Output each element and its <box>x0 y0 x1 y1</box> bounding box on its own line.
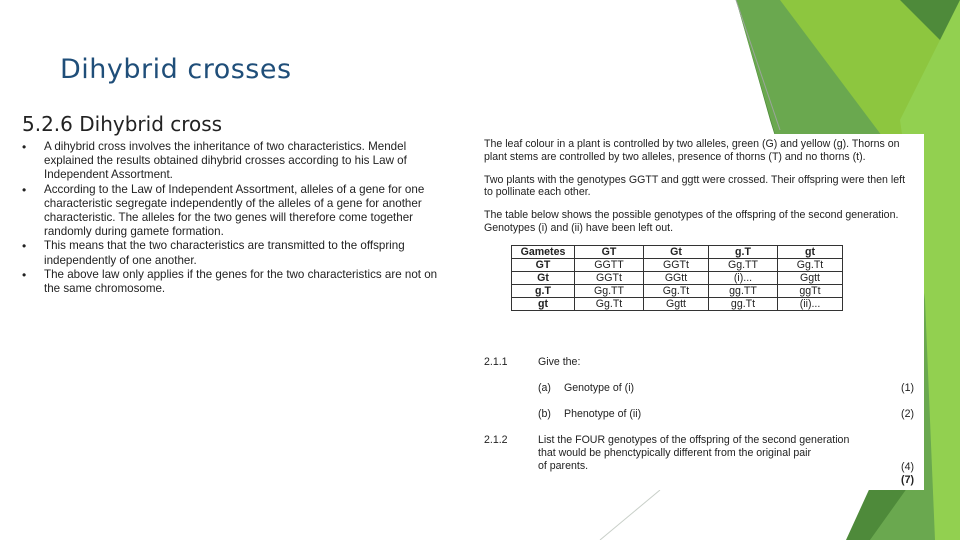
table-cell: GGTT <box>575 258 644 271</box>
question-2-1-1 <box>484 356 914 370</box>
table-cell: Ggtt <box>644 297 709 310</box>
question-intro: The leaf colour in a plant is controlled by two alleles, green (G) and yellow (g). Thorns on plant stems are controlled by two alleles, presence of thorns (T) and no thorns (t). <box>484 138 900 163</box>
table-header: Gt <box>644 245 709 258</box>
question-panel <box>474 134 924 490</box>
table-header: GT <box>575 245 644 258</box>
table-cell: (ii)... <box>778 297 843 310</box>
bullet-item: • This means that the two characteristics are transmitted to the offspring independently of one another. <box>20 239 440 267</box>
table-row <box>512 258 843 271</box>
table-cell: Gg.Tt <box>575 297 644 310</box>
thin-divider-line <box>600 490 660 540</box>
table-header: g.T <box>709 245 778 258</box>
part-text: Genotype of (i) <box>564 382 635 394</box>
question-text-line: that would be phenctypically different from the original pair <box>538 447 812 459</box>
slide-title: Dihybrid crosses <box>60 54 292 85</box>
question-part-a <box>484 382 914 396</box>
table-cell: Gg.TT <box>575 284 644 297</box>
table-cell: GGtt <box>644 271 709 284</box>
part-label: (a) <box>538 382 551 394</box>
question-2-1-2 <box>484 434 914 490</box>
bullet-item: • According to the Law of Independent Assortment, alleles of a gene for one characteristic segregate independently of the alleles of a gene for another characteristic. The alleles for the two genes will therefore come together randomly during gamete formation. <box>20 183 440 240</box>
bullet-item: • The above law only applies if the genes for the two characteristics are not on the same chromosome. <box>20 268 440 296</box>
table-cell: ggTt <box>778 284 843 297</box>
question-cross: Two plants with the genotypes GGTT and ggtt were crossed. Their offspring were then left to pollinate each other. <box>484 173 906 199</box>
question-part-b <box>484 408 914 422</box>
table-cell: gg.TT <box>709 284 778 297</box>
part-text: Phenotype of (ii) <box>564 408 642 420</box>
table-cell: (i)... <box>709 271 778 284</box>
table-cell: Ggtt <box>778 271 843 284</box>
question-text: Give the: <box>538 356 581 368</box>
table-cell: Gt <box>512 271 575 284</box>
table-cell: Gg.Tt <box>778 258 843 271</box>
question-text-line: of parents. <box>538 460 589 472</box>
part-label: (b) <box>538 408 551 420</box>
question-number: 2.1.1 <box>484 356 508 368</box>
table-cell: Gg.Tt <box>644 284 709 297</box>
notes-panel <box>20 112 440 332</box>
table-cell: GGTt <box>644 258 709 271</box>
question-number: 2.1.2 <box>484 434 508 446</box>
marks-label: (4) <box>901 461 914 473</box>
table-cell: Gg.TT <box>709 258 778 271</box>
marks-label: (1) <box>901 382 914 394</box>
table-cell: g.T <box>512 284 575 297</box>
table-header: gt <box>778 245 843 258</box>
question-table-intro: The table below shows the possible genotypes of the offspring of the second generation. Genotypes (i) and (ii) have been left out. <box>484 209 899 234</box>
table-cell: GT <box>512 258 575 271</box>
table-row <box>512 297 843 310</box>
question-text-line: List the FOUR genotypes of the offspring of the second generation <box>538 434 850 446</box>
marks-label: (2) <box>901 408 914 420</box>
section-heading: 5.2.6 Dihybrid cross <box>22 112 223 136</box>
table-cell: GGTt <box>575 271 644 284</box>
total-marks-label: (7) <box>901 474 914 486</box>
bullet-list <box>20 140 440 296</box>
table-cell: gg.Tt <box>709 297 778 310</box>
table-cell: gt <box>512 297 575 310</box>
bullet-item: • A dihybrid cross involves the inheritance of two characteristics. Mendel explained the results obtained dihybrid crosses according to his Law of Independent Assortment. <box>20 140 440 183</box>
punnett-table <box>511 245 843 311</box>
table-header: Gametes <box>512 245 575 258</box>
table-row <box>512 284 843 297</box>
table-row <box>512 271 843 284</box>
table-header-row <box>512 245 843 258</box>
